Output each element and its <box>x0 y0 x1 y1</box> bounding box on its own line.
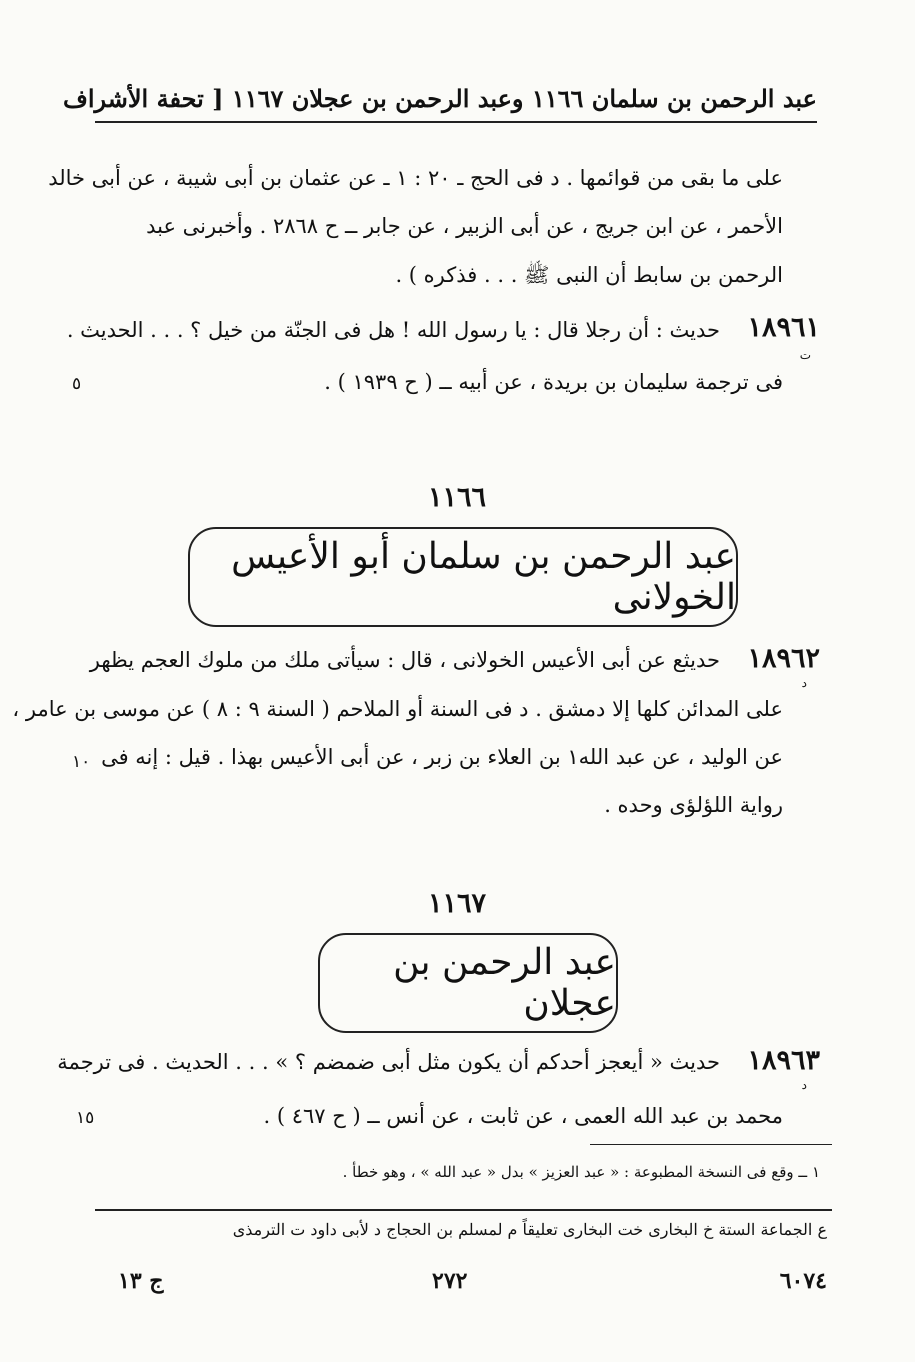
hadith-siglum: د <box>801 676 807 690</box>
margin-line-number: ١٠ <box>72 752 91 772</box>
margin-line-number: ١٥ <box>76 1108 95 1128</box>
paragraph-line: الرحمن بن سابط أن النبى ﷺ . . . فذكره ) . <box>395 263 783 287</box>
hadith-text-line: على المدائن كلها إلا دمشق . د فى السنة أو الملاحم ( السنة ٩ : ٨ ) عن موسى بن عامر ، <box>12 697 783 721</box>
header-rule <box>95 121 817 123</box>
hadith-number: ١٨٩٦٢ <box>747 643 820 674</box>
section-title-box <box>318 933 618 1033</box>
footnote-rule <box>590 1144 832 1145</box>
hadith-number: ١٨٩٦٣ <box>747 1045 820 1076</box>
paragraph-line: على ما بقى من قوائمها . د فى الحج ـ ٢٠ : ١ ـ عن عثمان بن أبى شيبة ، عن أبى خالد <box>48 166 783 190</box>
legend-rule <box>95 1209 832 1211</box>
section-title: عبد الرحمن بن سلمان أبو الأعيس الخولانى <box>231 536 736 618</box>
running-header: عبد الرحمن بن سلمان ١١٦٦ وعبد الرحمن بن عجلان ١١٦٧ [ تحفة الأشراف <box>62 84 817 113</box>
footnote: ١ ــ وقع فى النسخة المطبوعة : « عبد العزيز » بدل « عبد الله » ، وهو خطأ . <box>342 1163 820 1181</box>
hadith-text-line: حديث « أيعجز أحدكم أن يكون مثل أبى ضمضم ؟ » . . . الحديث . فى ترجمة <box>57 1050 720 1074</box>
hadith-siglum: ت <box>799 348 811 362</box>
hadith-text-line: عن الوليد ، عن عبد الله١ بن العلاء بن زبر ، عن أبى الأعيس بهذا . قيل : إنه فى <box>101 745 783 769</box>
hadith-text-line: فى ترجمة سليمان بن بريدة ، عن أبيه ــ ( ح ١٩٣٩ ) . <box>324 370 783 394</box>
hadith-siglum: د <box>801 1078 807 1092</box>
folio-number: ٦٠٧٤ <box>779 1268 827 1294</box>
hadith-text-line: محمد بن عبد الله العمى ، عن ثابت ، عن أنس ــ ( ح ٤٦٧ ) . <box>263 1104 783 1128</box>
hadith-number: ١٨٩٦١ <box>747 312 820 343</box>
hadith-text-line: حديثع عن أبى الأعيس الخولانى ، قال : سيأتى ملك من ملوك العجم يظهر <box>89 648 720 672</box>
section-number: ١١٦٧ <box>427 888 486 919</box>
volume-number: ج ١٣ <box>118 1268 164 1294</box>
hadith-text-line: رواية اللؤلؤى وحده . <box>604 793 783 817</box>
section-number: ١١٦٦ <box>427 482 486 513</box>
margin-line-number: ٥ <box>72 374 82 394</box>
sigla-legend: ع الجماعة الستة خ البخارى خت البخارى تعليقاً م لمسلم بن الحجاج د لأبى داود ت الترمذى <box>232 1220 827 1239</box>
section-title-box <box>188 527 738 627</box>
hadith-text-line: حديث : أن رجلا قال : يا رسول الله ! هل فى الجنّة من خيل ؟ . . . الحديث . <box>66 318 720 342</box>
paragraph-line: الأحمر ، عن ابن جريج ، عن أبى الزبير ، عن جابر ــ ح ٢٨٦٨ . وأخبرنى عبد <box>146 214 783 238</box>
page-number: ٢٧٢ <box>432 1268 468 1294</box>
section-title: عبد الرحمن بن عجلان <box>393 942 616 1024</box>
